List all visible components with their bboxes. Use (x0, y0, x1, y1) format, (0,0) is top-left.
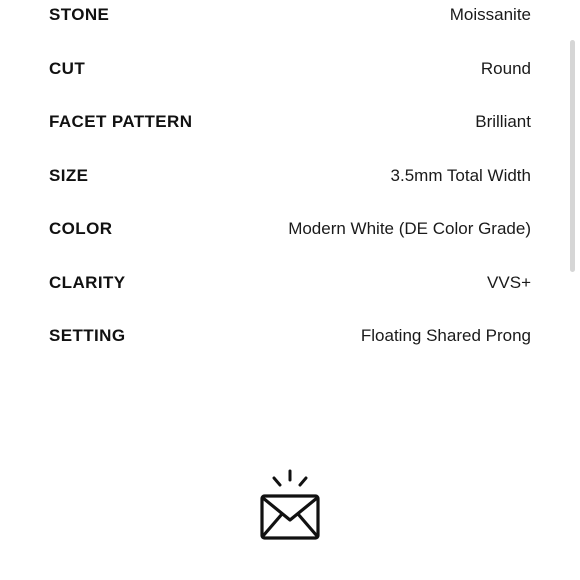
spec-row-cut (49, 54, 531, 108)
scrollbar[interactable] (570, 40, 575, 272)
spec-value: Moissanite (449, 5, 531, 24)
spec-row-facet-pattern (49, 107, 531, 161)
spec-value: Floating Shared Prong (360, 326, 531, 345)
spec-value: 3.5mm Total Width (390, 165, 531, 185)
spec-label: CUT (49, 58, 86, 78)
spec-label: SIZE (49, 165, 89, 185)
spec-row-setting (49, 321, 531, 375)
product-specs-table (49, 0, 531, 375)
spec-label: SETTING (49, 326, 126, 345)
spec-value: VVS+ (487, 272, 531, 292)
spec-label: STONE (49, 5, 110, 24)
spec-value: Round (480, 58, 531, 78)
spec-row-clarity (49, 268, 531, 322)
spec-row-color (49, 214, 531, 268)
spec-label: COLOR (49, 219, 113, 238)
spec-value: Modern White (DE Color Grade) (288, 219, 531, 238)
spec-value: Brilliant (475, 112, 531, 131)
spec-label: CLARITY (49, 272, 126, 292)
spec-label: FACET PATTERN (49, 112, 193, 131)
envelope-notification-icon[interactable] (258, 468, 322, 542)
spec-row-stone (49, 0, 531, 54)
spec-row-size (49, 161, 531, 215)
